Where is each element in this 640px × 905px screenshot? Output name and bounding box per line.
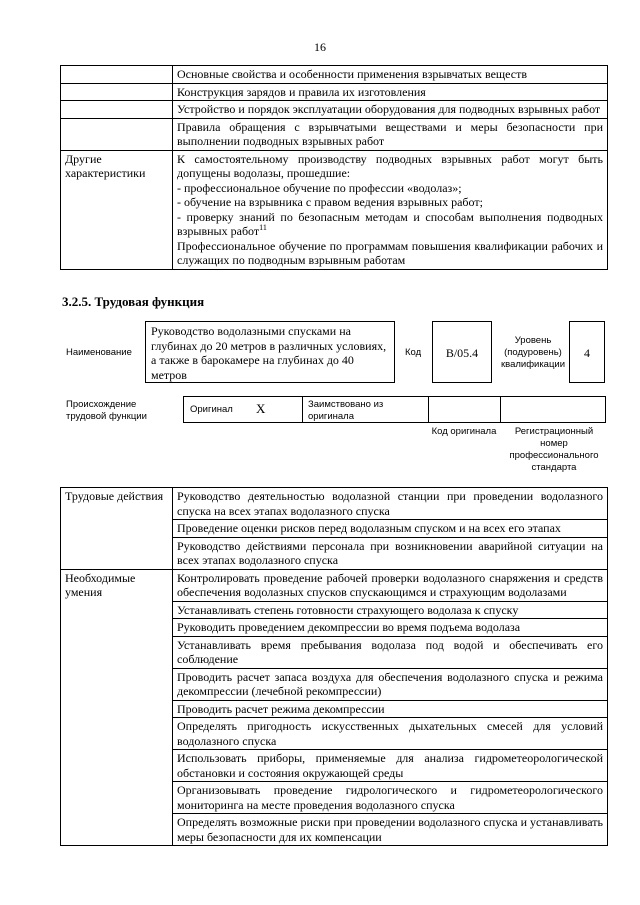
function-details-table	[60, 487, 608, 846]
table-row	[61, 83, 608, 101]
origin-label: Происхождение трудовой функции	[66, 399, 147, 422]
skill-item: Устанавливать время пребывания водолаза под водой и обеспечивать его соблюдение	[173, 636, 608, 668]
table-row	[61, 118, 608, 150]
skills-label: Необходимые умения	[61, 569, 173, 846]
skill-item: Определять пригодность искусственных дыхательных смесей для условий водолазного спуска	[173, 718, 608, 750]
row-text: Устройство и порядок эксплуатации оборудования для подводных взрывных работ	[173, 101, 608, 119]
table-row	[61, 101, 608, 119]
code-label: Код	[405, 347, 422, 358]
other-item: - профессиональное обучение по профессии «водолаз»;	[177, 180, 462, 195]
skill-item: Устанавливать степень готовности страхующего водолаза к спуску	[173, 601, 608, 619]
original-mark: X	[256, 401, 266, 416]
code-original-label: Код оригинала	[431, 426, 497, 437]
page-number: 16	[314, 40, 326, 54]
row-text: Конструкция зарядов и правила их изготовления	[173, 83, 608, 101]
function-name-value: Руководство водолазными спусками на глубинах до 20 метров в различных условиях, а также в барокамере на глубинах до 40 метров	[151, 324, 387, 382]
table-row	[61, 488, 608, 520]
divider	[500, 396, 501, 423]
function-name-box	[145, 321, 395, 383]
skill-item: Проводить расчет запаса воздуха для обеспечения водолазного спуска и режима декомпрессии (лечебной рекомпрессии)	[173, 668, 608, 700]
action-item: Руководство деятельностью водолазной станции при проведении водолазного спуска на всех этапах водолазного спуска	[173, 488, 608, 520]
code-value: B/05.4	[445, 346, 479, 360]
other-item: - обучение на взрывника с правом ведения взрывных работ;	[177, 195, 483, 209]
row-text: Основные свойства и особенности применения взрывчатых веществ	[173, 66, 608, 84]
table-row	[61, 150, 608, 269]
actions-label: Трудовые действия	[61, 488, 173, 570]
skill-item: Определять возможные риски при проведении водолазного спуска и устанавливать меры безопасности для их компенсации	[173, 814, 608, 846]
row-label	[61, 118, 173, 150]
table-row	[61, 66, 608, 84]
action-item: Проведение оценки рисков перед водолазным спуском и на всех его этапах	[173, 520, 608, 538]
skill-item: Проводить расчет режима декомпрессии	[173, 700, 608, 718]
skill-item: Организовывать проведение гидрологического и гидрометеорологического мониторинга на месте проведения водолазного спуска	[173, 782, 608, 814]
other-extra: Профессиональное обучение по программам повышения квалификации рабочих и служащих по подводным взрывным работам	[177, 238, 603, 267]
table-row	[61, 569, 608, 601]
other-characteristics-text	[173, 150, 608, 269]
registration-number-label: Регистрационный номер профессионального стандарта	[509, 426, 599, 473]
other-characteristics-label: Другие характеристики	[61, 150, 173, 269]
row-label	[61, 101, 173, 119]
level-label: Уровень (подуровень) квалификации	[500, 335, 566, 370]
footnote-marker: 11	[259, 223, 267, 232]
skill-item: Использовать приборы, применяемые для анализа гидрометеорологической обстановки и состояния окружающей среды	[173, 750, 608, 782]
knowledge-table	[60, 65, 608, 270]
section-title: 3.2.5. Трудовая функция	[62, 294, 205, 309]
other-intro: К самостоятельному производству подводных взрывных работ могут быть допущены водолазы, прошедшие:	[177, 151, 603, 180]
divider	[302, 396, 303, 423]
row-text: Правила обращения с взрывчатыми веществами и меры безопасности при выполнении подводных взрывных работ	[173, 118, 608, 150]
name-label: Наименование	[66, 347, 132, 358]
original-label: Оригинал	[190, 404, 233, 415]
row-label	[61, 66, 173, 84]
skill-item: Руководить проведением декомпрессии во время подъема водолаза	[173, 619, 608, 637]
other-item: - проверку знаний по безопасным методам и способам выполнения подводных взрывных работ$^{11}$	[177, 209, 603, 238]
borrowed-label: Заимствовано из оригинала	[308, 399, 384, 422]
skill-item: Контролировать проведение рабочей проверки водолазного снаряжения и средств обеспечения водолазных спусков спускающимся и страхующим водолазами	[173, 569, 608, 601]
row-label	[61, 83, 173, 101]
level-box	[569, 321, 605, 383]
level-value: 4	[584, 346, 590, 360]
code-box	[432, 321, 492, 383]
action-item: Руководство действиями персонала при возникновении аварийной ситуации на всех этапах водолазного спуска	[173, 537, 608, 569]
divider	[428, 396, 429, 423]
